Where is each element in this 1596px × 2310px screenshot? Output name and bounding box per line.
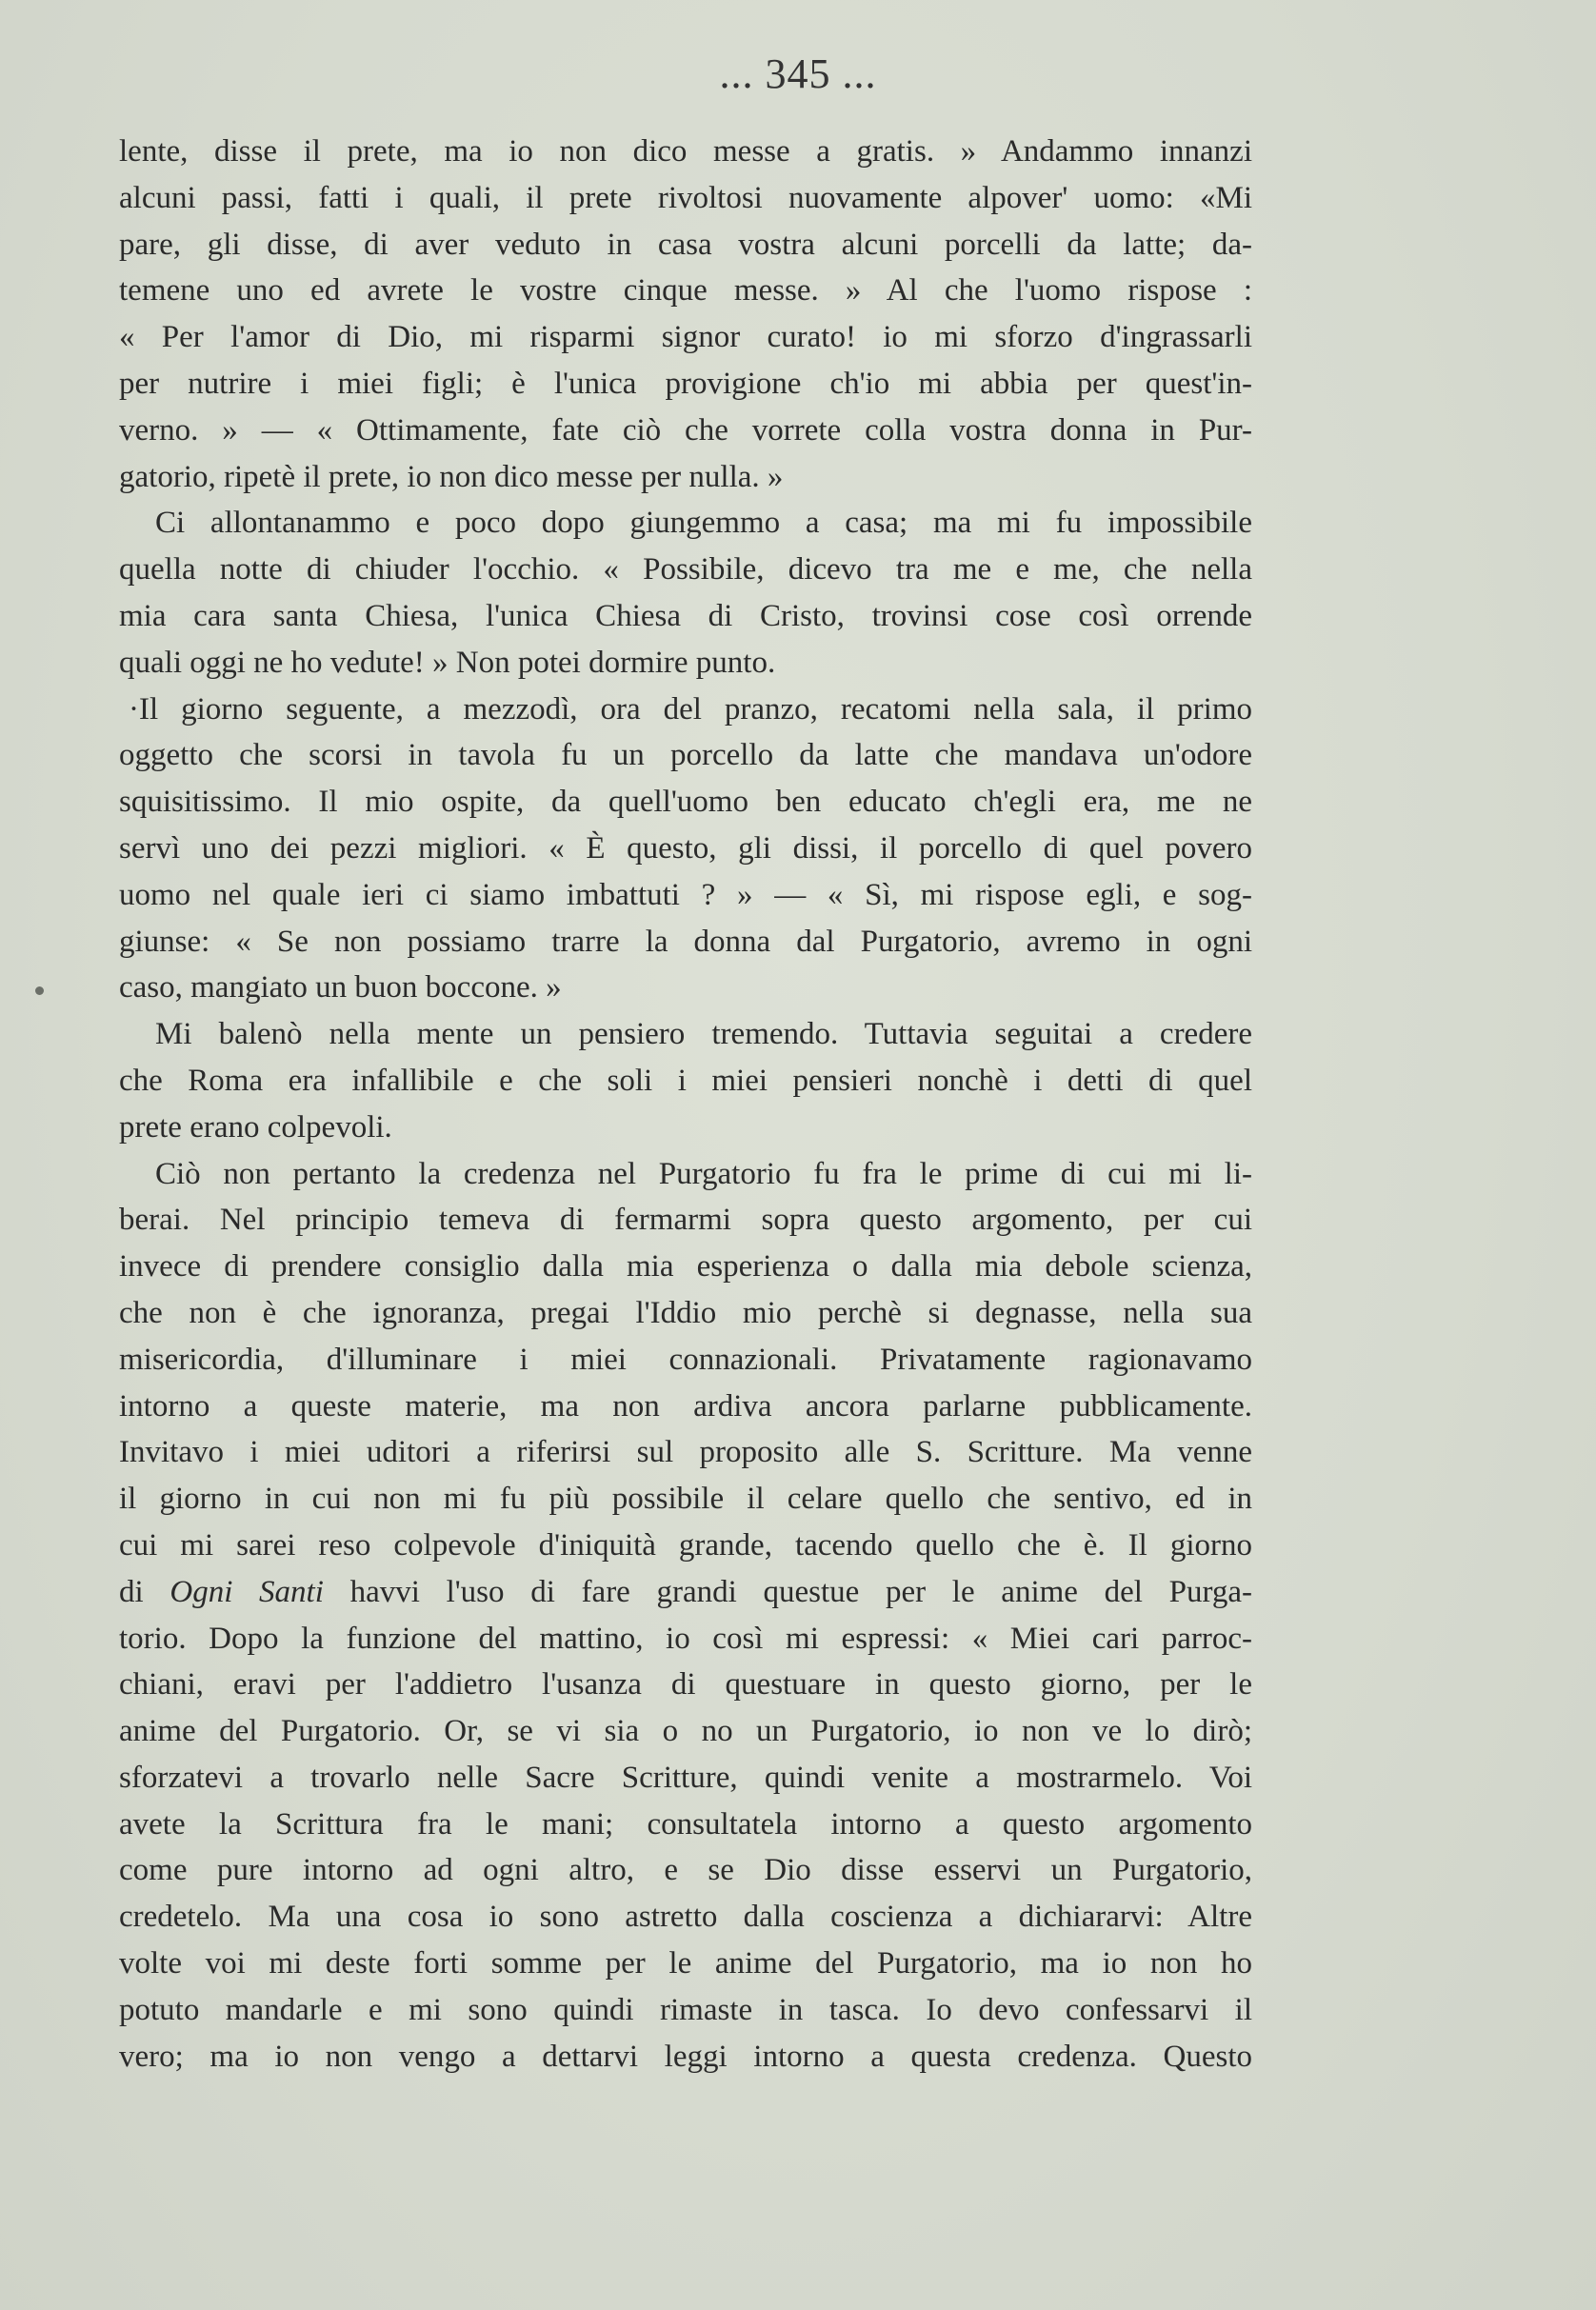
text-line: « Per l'amor di Dio, mi risparmi signor curato! io mi sforzo d'ingrassarli [119,320,1252,355]
text-line: torio. Dopo la funzione del mattino, io così mi espressi: « Miei cari parroc- [119,1621,1252,1656]
text-line: alcuni passi, fatti i quali, il prete rivoltosi nuovamente alpover' uomo: «Mi [119,180,1252,215]
text-line: credetelo. Ma una cosa io sono astretto dalla coscienza a dichiararvi: Altre [119,1900,1252,1935]
body-text [119,129,1252,2080]
text-line: pare, gli disse, di aver veduto in casa vostra alcuni porcelli da latte; da- [119,227,1252,262]
text-line: intorno a queste materie, ma non ardiva ancora parlarne pubblicamente. [119,1388,1252,1424]
text-line: il giorno in cui non mi fu più possibile il celare quello che sentivo, ed in [119,1482,1252,1517]
text-line: mia cara santa Chiesa, l'unica Chiesa di Cristo, trovinsi cose così orrende [119,598,1252,633]
text-line: invece di prendere consiglio dalla mia esperienza o dalla mia debole scienza, [119,1249,1252,1284]
text-line: caso, mangiato un buon boccone. » [119,970,562,1006]
text-line: volte voi mi deste forti somme per le anime del Purgatorio, ma io non ho [119,1946,1252,1981]
text-line: potuto mandarle e mi sono quindi rimaste in tasca. Io devo confessarvi il [119,1992,1252,2027]
text-line: anime del Purgatorio. Or, se vi sia o no un Purgatorio, io non ve lo dirò; [119,1714,1252,1749]
text-line: berai. Nel principio temeva di fermarmi sopra questo argomento, per cui [119,1203,1252,1238]
text-line: ·Il giorno seguente, a mezzodì, ora del pranzo, recatomi nella sala, il primo [129,691,1252,727]
text-line: Mi balenò nella mente un pensiero tremendo. Tuttavia seguitai a credere [155,1017,1252,1052]
text-line: uomo nel quale ieri ci siamo imbattuti ? » — « Sì, mi rispose egli, e sog- [119,877,1252,912]
text-line: squisitissimo. Il mio ospite, da quell'uomo ben educato ch'egli era, me ne [119,785,1252,820]
text-line: cui mi sarei reso colpevole d'iniquità grande, tacendo quello che è. Il giorno [119,1527,1252,1563]
text-line: vero; ma io non vengo a dettarvi leggi intorno a questa credenza. Questo [119,2039,1252,2074]
text-line: che Roma era infallibile e che soli i miei pensieri nonchè i detti di quel [119,1063,1252,1098]
text-line: verno. » — « Ottimamente, fate ciò che vorrete colla vostra donna in Pur- [119,412,1252,448]
text-line: chiani, eravi per l'addietro l'usanza di questuare in questo giorno, per le [119,1667,1252,1703]
text-line: oggetto che scorsi in tavola fu un porcello da latte che mandava un'odore [119,738,1252,773]
text-line: quali oggi ne ho vedute! » Non potei dormire punto. [119,645,776,680]
text-line: giunse: « Se non possiamo trarre la donna dal Purgatorio, avremo in ogni [119,924,1252,959]
text-line: avete la Scrittura fra le mani; consultatela intorno a questo argomento [119,1806,1252,1842]
text-line: di Ogni Santi havvi l'uso di fare grandi questue per le anime del Purga- [119,1574,1253,1609]
text-line: prete erano colpevoli. [119,1109,392,1145]
ink-speck [35,986,44,995]
text-line: per nutrire i miei figli; è l'unica provigione ch'io mi abbia per quest'in- [119,366,1252,401]
text-line: sforzatevi a trovarlo nelle Sacre Scritture, quindi venite a mostrarmelo. Voi [119,1760,1252,1795]
text-line: Invitavo i miei uditori a riferirsi sul proposito alle S. Scritture. Ma venne [119,1435,1252,1470]
text-line: quella notte di chiuder l'occhio. « Possibile, dicevo tra me e me, che nella [119,552,1252,587]
text-line: temene uno ed avrete le vostre cinque messe. » Al che l'uomo rispose : [119,273,1252,309]
text-line: che non è che ignoranza, pregai l'Iddio mio perchè si degnasse, nella sua [119,1295,1252,1330]
text-line: gatorio, ripetè il prete, io non dico messe per nulla. » [119,459,784,494]
text-line: servì uno dei pezzi migliori. « È questo, gli dissi, il porcello di quel povero [119,830,1252,866]
page-number: ... 345 ... [719,50,877,97]
text-line: come pure intorno ad ogni altro, e se Dio disse esservi un Purgatorio, [119,1853,1252,1888]
text-line: Ci allontanammo e poco dopo giungemmo a casa; ma mi fu impossibile [155,506,1252,541]
text-line: lente, disse il prete, ma io non dico messe a gratis. » Andammo innanzi [119,134,1252,169]
text-line: misericordia, d'illuminare i miei connazionali. Privatamente ragionavamo [119,1342,1252,1377]
text-line: Ciò non pertanto la credenza nel Purgatorio fu fra le prime di cui mi li- [155,1156,1252,1191]
